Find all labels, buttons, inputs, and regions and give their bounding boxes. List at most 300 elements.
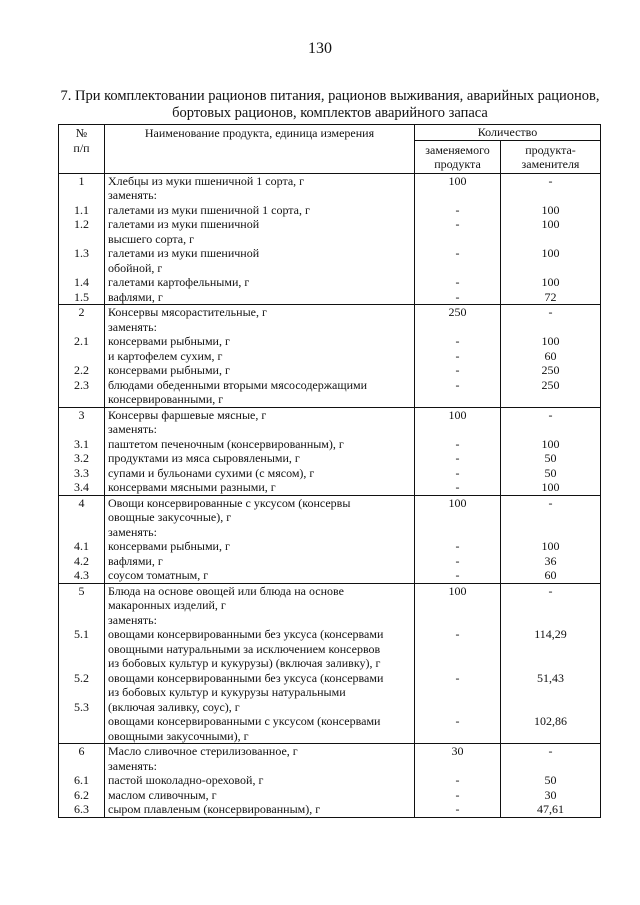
- product-name-cell: [105, 290, 415, 305]
- product-name: Консервы мясорастительные, г: [108, 305, 267, 319]
- replaced-quantity-cell: [415, 451, 501, 466]
- item-number-cell: [59, 627, 105, 671]
- replacement-quantity: 36: [544, 553, 557, 568]
- item-number-cell: [59, 583, 105, 627]
- product-name-cell: [105, 378, 415, 408]
- item-number-cell: [59, 203, 105, 218]
- product-name: консервами рыбными, г: [108, 363, 230, 377]
- product-name: консервами мясными разными, г: [108, 480, 276, 494]
- table-row: [59, 290, 601, 305]
- replaced-quantity: [418, 656, 497, 671]
- replacement-quantity: -: [548, 744, 553, 758]
- product-name: галетами из муки пшеничной: [108, 246, 260, 260]
- table-row: [59, 744, 601, 774]
- product-name: Консервы фаршевые мясные, г: [108, 407, 267, 422]
- replacement-quantity: 72: [544, 289, 557, 304]
- replaced-quantity: -: [455, 334, 460, 348]
- item-number-cell: [59, 539, 105, 554]
- item-number-cell: [59, 363, 105, 378]
- product-name: из бобовых культур и кукурузы натуральными: [108, 685, 346, 699]
- replacement-quantity-cell: [501, 203, 601, 218]
- replaced-quantity: [418, 759, 497, 774]
- replaced-quantity: 100: [448, 407, 467, 422]
- product-name-cell: [105, 451, 415, 466]
- replacement-quantity-cell: [501, 290, 601, 305]
- replaced-quantity: [418, 598, 497, 613]
- table-body: [59, 173, 601, 817]
- product-name: вафлями, г: [108, 289, 163, 304]
- product-name-cell: [105, 217, 415, 246]
- item-number: 3.4: [74, 480, 89, 494]
- replaced-quantity: -: [455, 568, 460, 582]
- item-number-cell: [59, 773, 105, 788]
- replacement-quantity: [504, 525, 597, 540]
- item-number-cell: [59, 407, 105, 437]
- replaced-quantity-cell: [415, 714, 501, 744]
- replacement-quantity: 102,86: [534, 714, 567, 728]
- product-name-cell: [105, 305, 415, 335]
- product-name-cell: [105, 275, 415, 290]
- replaced-quantity: 250: [448, 305, 467, 319]
- header-product-name: Наименование продукта, единица измерения: [105, 125, 415, 174]
- item-number: 4.3: [74, 568, 89, 582]
- replaced-quantity-cell: [415, 539, 501, 554]
- replaced-quantity: -: [455, 773, 460, 787]
- replacement-quantity-cell: [501, 466, 601, 481]
- header-replaced-line-1: заменяемого: [425, 142, 490, 157]
- item-number: [62, 188, 101, 203]
- replacement-quantity-cell: [501, 788, 601, 803]
- replacement-quantity-cell: [501, 480, 601, 495]
- item-number: [62, 729, 101, 744]
- replaced-quantity: -: [455, 465, 460, 480]
- item-number: 6.2: [74, 787, 89, 802]
- replacement-quantity-cell: [501, 451, 601, 466]
- replacement-quantity: 100: [541, 539, 560, 553]
- replacement-quantity-cell: [501, 554, 601, 569]
- product-name: маслом сливочным, г: [108, 787, 217, 802]
- replaced-quantity: [418, 685, 497, 700]
- item-number: [62, 232, 101, 247]
- item-number-cell: [59, 246, 105, 275]
- item-number-cell: [59, 744, 105, 774]
- replaced-quantity: [418, 232, 497, 247]
- table-row: [59, 466, 601, 481]
- page-number: 130: [308, 40, 332, 57]
- replacement-quantity: 100: [541, 202, 560, 217]
- replaced-quantity: 100: [448, 173, 467, 188]
- table-row: [59, 671, 601, 715]
- item-number: [62, 759, 101, 774]
- replaced-quantity: [418, 392, 497, 407]
- product-name-cell: [105, 437, 415, 452]
- replacement-quantity: [504, 729, 597, 744]
- replacement-quantity: [504, 392, 597, 407]
- item-number: [62, 422, 101, 437]
- product-name: овощные закусочные), г: [108, 510, 232, 524]
- item-number: 4.1: [74, 539, 89, 553]
- product-name-cell: [105, 203, 415, 218]
- product-name: соусом томатным, г: [108, 568, 209, 582]
- replaced-quantity: -: [455, 436, 460, 451]
- item-number: 1.5: [74, 289, 89, 304]
- product-name: паштетом печеночным (консервированным), г: [108, 436, 344, 451]
- item-number-cell: [59, 305, 105, 335]
- replacement-quantity: 47,61: [537, 802, 564, 816]
- product-name-cell: [105, 246, 415, 275]
- item-number: 4.2: [74, 553, 89, 568]
- product-name-cell: [105, 568, 415, 583]
- item-number: 1.1: [74, 202, 89, 217]
- replaced-quantity: -: [455, 377, 460, 392]
- header-number: [59, 125, 105, 174]
- header-replaced-line-2: продукта: [434, 156, 481, 171]
- table-row: [59, 714, 601, 744]
- replaced-quantity-cell: [415, 568, 501, 583]
- replaced-quantity: -: [455, 202, 460, 217]
- item-number: [62, 656, 101, 671]
- item-number: 2.2: [74, 363, 89, 377]
- item-number-cell: [59, 173, 105, 203]
- replacement-quantity: 60: [544, 348, 557, 363]
- replacement-quantity: 100: [541, 217, 560, 231]
- heading-line-2: бортовых рационов, комплектов аварийного запаса: [172, 105, 488, 121]
- table-row: [59, 378, 601, 408]
- replacement-quantity: -: [548, 173, 553, 188]
- table-row: [59, 305, 601, 335]
- replacement-quantity-cell: [501, 217, 601, 246]
- item-number: 3.3: [74, 465, 89, 480]
- replacement-quantity: 60: [544, 568, 557, 582]
- product-name-cell: [105, 363, 415, 378]
- item-number: 1.2: [74, 217, 89, 231]
- header-number-line-2: п/п: [73, 140, 90, 155]
- replaced-quantity: -: [455, 451, 460, 465]
- product-name: продуктами из мяса сыровялеными, г: [108, 451, 300, 465]
- product-name: высшего сорта, г: [108, 231, 195, 246]
- replacement-quantity-cell: [501, 714, 601, 744]
- replaced-quantity-cell: [415, 363, 501, 378]
- item-number: 3: [78, 407, 85, 422]
- table-row: [59, 173, 601, 203]
- replacement-quantity: -: [548, 583, 553, 598]
- item-number: [62, 392, 101, 407]
- table-row: [59, 539, 601, 554]
- replaced-quantity-cell: [415, 407, 501, 437]
- replacement-quantity: [504, 685, 597, 700]
- item-number-cell: [59, 788, 105, 803]
- replaced-quantity-cell: [415, 290, 501, 305]
- item-number: 1.3: [74, 246, 89, 260]
- item-number: 5.2: [74, 670, 89, 685]
- product-name-cell: [105, 773, 415, 788]
- item-number: [62, 598, 101, 613]
- replacement-quantity-cell: [501, 744, 601, 774]
- replaced-quantity: [418, 613, 497, 628]
- substitution-table: [58, 124, 601, 818]
- table-row: [59, 583, 601, 627]
- item-number-cell: [59, 437, 105, 452]
- replacement-quantity-cell: [501, 246, 601, 275]
- table-row: [59, 203, 601, 218]
- replaced-quantity: [418, 510, 497, 525]
- replaced-quantity-cell: [415, 378, 501, 408]
- product-name-cell: [105, 334, 415, 363]
- product-name: (включая заливку, соус), г: [108, 699, 240, 714]
- replacement-quantity: [504, 510, 597, 525]
- product-name: овощами консервированными без уксуса (консервами: [108, 670, 384, 685]
- replacement-quantity-cell: [501, 802, 601, 817]
- product-name: овощными закусочными), г: [108, 728, 249, 743]
- table-row: [59, 407, 601, 437]
- product-name: заменять:: [108, 758, 157, 773]
- item-number-cell: [59, 378, 105, 408]
- product-name: галетами из муки пшеничной: [108, 217, 260, 231]
- product-name-cell: [105, 744, 415, 774]
- product-name-cell: [105, 480, 415, 495]
- product-name: овощными натуральными за исключением консервов: [108, 641, 381, 656]
- replaced-quantity-cell: [415, 437, 501, 452]
- replaced-quantity-cell: [415, 305, 501, 335]
- table-row: [59, 480, 601, 495]
- table-header: [59, 125, 601, 174]
- product-name-cell: [105, 627, 415, 671]
- replaced-quantity-cell: [415, 802, 501, 817]
- replaced-quantity-cell: [415, 671, 501, 715]
- replacement-quantity: -: [548, 305, 553, 319]
- replaced-quantity-cell: [415, 466, 501, 481]
- replaced-quantity-cell: [415, 627, 501, 671]
- product-name-cell: [105, 583, 415, 627]
- product-name: Овощи консервированные с уксусом (консервы: [108, 495, 351, 510]
- replaced-quantity-cell: [415, 744, 501, 774]
- replaced-quantity: -: [455, 289, 460, 304]
- replacement-quantity: [504, 320, 597, 335]
- item-number: [62, 261, 101, 276]
- item-number: 4: [78, 495, 85, 510]
- product-name-cell: [105, 802, 415, 817]
- replacement-quantity: 50: [544, 451, 557, 465]
- replacement-quantity: 50: [544, 465, 557, 480]
- replacement-quantity: [504, 232, 597, 247]
- replaced-quantity: -: [455, 217, 460, 231]
- replaced-quantity-cell: [415, 788, 501, 803]
- item-number: 1: [78, 173, 85, 188]
- replacement-quantity: 30: [544, 787, 557, 802]
- product-name: заменять:: [108, 319, 157, 334]
- item-number-cell: [59, 334, 105, 363]
- item-number: 1.4: [74, 275, 89, 289]
- replacement-quantity: [504, 188, 597, 203]
- replaced-quantity-cell: [415, 275, 501, 290]
- replaced-quantity: -: [455, 627, 460, 641]
- product-name-cell: [105, 788, 415, 803]
- item-number-cell: [59, 714, 105, 744]
- replacement-quantity-cell: [501, 378, 601, 408]
- item-number: [62, 613, 101, 628]
- replaced-quantity: -: [455, 246, 460, 260]
- replaced-quantity-cell: [415, 173, 501, 203]
- replacement-quantity-cell: [501, 437, 601, 452]
- item-number: 6.3: [74, 802, 89, 816]
- table-row: [59, 788, 601, 803]
- product-name: обойной, г: [108, 260, 163, 275]
- replacement-quantity-cell: [501, 407, 601, 437]
- item-number: [62, 510, 101, 525]
- replacement-quantity: [504, 656, 597, 671]
- header-replaced-product: [415, 140, 501, 173]
- product-name: консервами рыбными, г: [108, 334, 230, 348]
- replacement-quantity: 100: [541, 275, 560, 289]
- item-number: [62, 320, 101, 335]
- product-name-cell: [105, 714, 415, 744]
- product-name: Блюда на основе овощей или блюда на основе: [108, 583, 344, 598]
- replaced-quantity-cell: [415, 495, 501, 539]
- replacement-quantity-cell: [501, 627, 601, 671]
- item-number: 6.1: [74, 773, 89, 787]
- replacement-quantity-cell: [501, 583, 601, 627]
- table-row: [59, 246, 601, 275]
- product-name-cell: [105, 173, 415, 203]
- replaced-quantity-cell: [415, 554, 501, 569]
- header-replacement-product: [501, 140, 601, 173]
- product-name: заменять:: [108, 422, 157, 436]
- item-number-cell: [59, 290, 105, 305]
- replacement-quantity: 100: [541, 480, 560, 494]
- item-number-cell: [59, 802, 105, 817]
- replacement-quantity-cell: [501, 773, 601, 788]
- product-name: овощами консервированными с уксусом (консервами: [108, 714, 381, 728]
- item-number: [62, 349, 101, 364]
- product-name: Масло сливочное стерилизованное, г: [108, 744, 298, 758]
- product-name: из бобовых культур и кукурузы) (включая заливку), г: [108, 656, 381, 670]
- product-name-cell: [105, 466, 415, 481]
- replaced-quantity: 100: [448, 583, 467, 598]
- replaced-quantity: [418, 525, 497, 540]
- replaced-quantity-cell: [415, 773, 501, 788]
- item-number-cell: [59, 495, 105, 539]
- replaced-quantity: -: [455, 348, 460, 363]
- product-name: овощами консервированными без уксуса (консервами: [108, 627, 384, 641]
- replaced-quantity: -: [455, 670, 460, 685]
- table-row: [59, 802, 601, 817]
- item-number-cell: [59, 217, 105, 246]
- table-row: [59, 568, 601, 583]
- item-number-cell: [59, 466, 105, 481]
- replacement-quantity: [504, 642, 597, 657]
- item-number: 3.1: [74, 436, 89, 451]
- replaced-quantity: [418, 700, 497, 715]
- replacement-quantity: 50: [544, 773, 557, 787]
- replacement-quantity: 100: [541, 436, 560, 451]
- product-name-cell: [105, 554, 415, 569]
- item-number: 5: [78, 583, 85, 598]
- item-number-cell: [59, 480, 105, 495]
- item-number: 2.3: [74, 377, 89, 392]
- product-name: галетами картофельными, г: [108, 275, 250, 289]
- product-name-cell: [105, 671, 415, 715]
- replaced-quantity: -: [455, 363, 460, 377]
- header-replacement-line-2: заменителя: [521, 156, 580, 171]
- product-name: Хлебцы из муки пшеничной 1 сорта, г: [108, 173, 305, 188]
- item-number: [62, 685, 101, 700]
- table-row: [59, 217, 601, 246]
- item-number: 2: [78, 305, 85, 319]
- replaced-quantity: -: [455, 553, 460, 568]
- item-number-cell: [59, 671, 105, 715]
- product-name: вафлями, г: [108, 553, 163, 568]
- header-replacement-line-1: продукта-: [525, 142, 576, 157]
- replacement-quantity: 100: [541, 334, 560, 348]
- product-name: блюдами обеденными вторыми мясосодержащими: [108, 377, 368, 392]
- replaced-quantity: -: [455, 714, 460, 728]
- replacement-quantity-cell: [501, 539, 601, 554]
- replacement-quantity: 250: [541, 363, 560, 377]
- replaced-quantity: [418, 729, 497, 744]
- replacement-quantity: [504, 700, 597, 715]
- replaced-quantity-cell: [415, 583, 501, 627]
- replaced-quantity: [418, 422, 497, 437]
- replaced-quantity: 100: [448, 495, 467, 510]
- replaced-quantity: -: [455, 539, 460, 553]
- table-row: [59, 334, 601, 363]
- table-row: [59, 627, 601, 671]
- table-row: [59, 437, 601, 452]
- table-row: [59, 275, 601, 290]
- replacement-quantity: [504, 598, 597, 613]
- replaced-quantity: -: [455, 787, 460, 802]
- replacement-quantity: 250: [541, 377, 560, 392]
- replaced-quantity: -: [455, 802, 460, 816]
- item-number: 3.2: [74, 451, 89, 465]
- product-name: консервами рыбными, г: [108, 539, 230, 553]
- replacement-quantity-cell: [501, 495, 601, 539]
- product-name: супами и бульонами сухими (с мясом), г: [108, 465, 315, 480]
- product-name: заменять:: [108, 612, 157, 627]
- product-name-cell: [105, 539, 415, 554]
- replacement-quantity-cell: [501, 334, 601, 363]
- replaced-quantity: -: [455, 480, 460, 494]
- product-name: галетами из муки пшеничной 1 сорта, г: [108, 202, 310, 217]
- item-number: [62, 642, 101, 657]
- replacement-quantity: [504, 422, 597, 437]
- product-name-cell: [105, 495, 415, 539]
- replacement-quantity: 100: [541, 246, 560, 260]
- replaced-quantity: [418, 188, 497, 203]
- item-number: 5.3: [74, 699, 89, 714]
- product-name: консервированными, г: [108, 392, 224, 406]
- replacement-quantity: 51,43: [537, 670, 564, 685]
- product-name: заменять:: [108, 188, 157, 202]
- table-row: [59, 554, 601, 569]
- replacement-quantity: 114,29: [534, 627, 567, 641]
- product-name: сыром плавленым (консервированным), г: [108, 802, 321, 816]
- replaced-quantity: -: [455, 275, 460, 289]
- replacement-quantity-cell: [501, 275, 601, 290]
- replaced-quantity: [418, 261, 497, 276]
- product-name: пастой шоколадно-ореховой, г: [108, 773, 264, 787]
- product-name-cell: [105, 407, 415, 437]
- replaced-quantity: 30: [451, 744, 464, 758]
- item-number: 6: [78, 744, 85, 758]
- replaced-quantity-cell: [415, 480, 501, 495]
- replacement-quantity-cell: [501, 305, 601, 335]
- table-row: [59, 451, 601, 466]
- item-number-cell: [59, 568, 105, 583]
- item-number: 2.1: [74, 334, 89, 348]
- product-name: и картофелем сухим, г: [108, 348, 223, 363]
- item-number: 5.1: [74, 627, 89, 641]
